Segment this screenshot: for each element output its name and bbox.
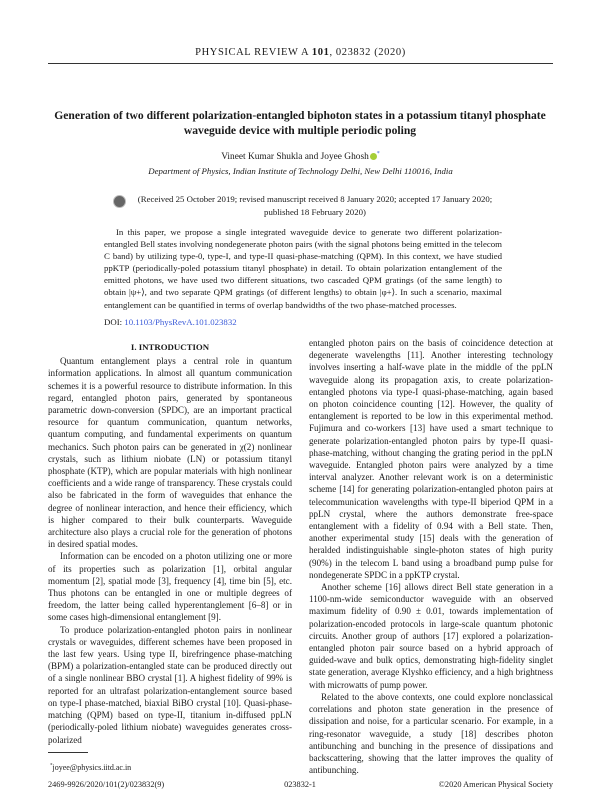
received-dates: (Received 25 October 2019; revised manuscript received 8 January 2020; accepted 17 January 2020; published 18 February 2020) <box>137 194 493 217</box>
orcid-icon[interactable] <box>370 153 377 160</box>
paragraph: Quantum entanglement plays a central role in quantum information applications. In almost all quantum communication schemes it is a powerful resource to distribute information. In this regard, entangled photon pairs, generated by spontaneous parametric down-conversion (SPDC), are an important practical resource for quantum communication, quantum networks, quantum computing, and fundamental experiments on quantum mechanics. Such photon pairs can be generated in χ(2) nonlinear crystals, such as lithium niobate (LN) or potassium titanyl phosphate (KTP), which are popular materials with high nonlinear coefficients and a wide range of transparency. These crystals could also be fabricated in the form of waveguides that enhance the degree of nonlinear interaction, and hence their efficiency, which is higher compared to their bulk counterparts. Waveguide architecture also plays a crucial role for the generation of photons in desired spatial modes. <box>48 356 292 550</box>
footer-issn: 2469-9926/2020/101(2)/023832(9) <box>48 780 165 789</box>
right-column <box>309 337 553 776</box>
doi-label: DOI: <box>104 317 123 327</box>
header-rule <box>48 63 553 64</box>
corresponding-author-mark[interactable]: * <box>376 151 380 157</box>
footnote <box>50 763 131 772</box>
journal-header <box>48 47 553 58</box>
paragraph: Another scheme [16] allows direct Bell state generation in a 1100-nm-wide semiconductor waveguide with an observed maximum fidelity of 0.90 ± 0.01, towards implementation of polarization-encoded protocols in large-scale quantum photonic circuits. Another group of authors [17] explored a polarization-entangled photon pair source based on a hybrid approach of guided-wave and bulk optics, demonstrating high-fidelity singlet state generation, average Klyshko efficiency, and a high brightness with microwatts of pump power. <box>309 582 553 690</box>
journal-name: PHYSICAL REVIEW A <box>195 47 309 58</box>
footnote-email[interactable]: joyee@physics.iitd.ac.in <box>52 763 132 772</box>
paragraph: Related to the above contexts, one could explore nonclassical correlations and photon state generation in the presence of dissipation and noise, for a particular scenario. For example, in a ring-resonator waveguide, a study [18] describes photon antibunching and bunching in the presence of dissipations and backscattering, showing that the latter improves the quality of antibunching. <box>309 691 553 776</box>
abstract: In this paper, we propose a single integrated waveguide device to generate two different polarization-entangled Bell states involving nondegenerate photon pairs (with the signal photons being emitted in the telecom C band) by utilizing type-0, type-I, and type-II quasi-phase-matching (QPM). In this context, we have studied ppKTP (periodically-poled potassium titanyl phosphate) in detail. To obtain polarization entanglement of the emitted photons, we have used two different situations, two cascaded QPM gratings (of the same length) to obtain |ψ+⟩, and two separate QPM gratings (of different lengths) to obtain |φ+⟩. In such a scenario, maximal entanglement can be quantified in terms of overlap bandwidths of the two phase-matched processes. <box>104 227 502 310</box>
left-column <box>48 341 292 746</box>
paragraph: To produce polarization-entangled photon pairs in nonlinear crystals or waveguides, different schemes have been proposed in the last few years. Using type II, birefringence phase-matching (BPM) a polarization-entangled state can be produced directly out of a single nonlinear BBO crystal [1]. A highest fidelity of 99% is reported for an ultrafast polarization-entanglement source based on type-I phase-matched, biaxial BiBO crystal [10]. Quasi-phase-matching (QPM) based on type-II, titanium in-diffused ppLN (periodically-poled lithium niobate) waveguides generates cross-polarized <box>48 624 292 745</box>
page-number: 023832-1 <box>284 780 316 789</box>
section-heading: I. INTRODUCTION <box>130 342 210 352</box>
journal-volume: 101 <box>311 47 330 58</box>
authors <box>48 151 553 162</box>
footnote-mark: * <box>50 763 53 769</box>
affiliation: Department of Physics, Indian Institute of Technology Delhi, New Delhi 110016, India <box>148 166 453 176</box>
paper-title: Generation of two different polarization-entangled biphoton states in a potassium titanyl phosphate waveguide device with multiple periodic poling <box>54 109 546 137</box>
paragraph: Information can be encoded on a photon utilizing one or more of its properties such as polarization [1], orbital angular momentum [2], spatial mode [3], frequency [4], time bin [5], etc. Thus photons can be entangled in one or multiple degrees of freedom, the latter being called hyperentanglement [6–8] or in some cases high-dimensional entanglement [9]. <box>48 551 292 623</box>
paragraph: entangled photon pairs on the basis of coincidence detection at degenerate wavelengths [11]. Another interesting technology involves inserting a half-wave plate in the middle of the ppLN waveguide along its propagation axis, to create polarization-entangled photons via type-I quasi-phase-matching, again based on photon coincidence counting [12]. However, the quality of entanglement is reported to be low in this experimental method. Fujimura and co-workers [13] have used a smart technique to generate polarization-entangled photon pairs by type-II quasi-phase-matching, without changing the grating period in the ppLN waveguide. Entangled photon pairs were analyzed by a time interval analyzer. Another relevant work is on a deterministic scheme [14] for generating polarization-entangled photon pairs at telecommunication wavelengths with type-II biperiod QPM in a ppLN crystal, where the authors demonstrate free-space entanglement with a fidelity of 0.94 with a Bell state. Then, another experimental study [15] deals with the generation of heralded indistinguishable single-photon states of high purity (90%) in the telecom L band using a broadband pump pulse for nondegenerate SPDC in a ppKTP crystal. <box>309 338 553 580</box>
doi-link[interactable]: 10.1103/PhysRevA.101.023832 <box>124 317 237 327</box>
journal-article-info: , 023832 (2020) <box>329 47 406 58</box>
footnote-rule <box>48 752 88 753</box>
author-names: Vineet Kumar Shukla and Joyee Ghosh <box>221 152 369 163</box>
doi <box>104 317 237 327</box>
copyright: ©2020 American Physical Society <box>438 780 553 789</box>
